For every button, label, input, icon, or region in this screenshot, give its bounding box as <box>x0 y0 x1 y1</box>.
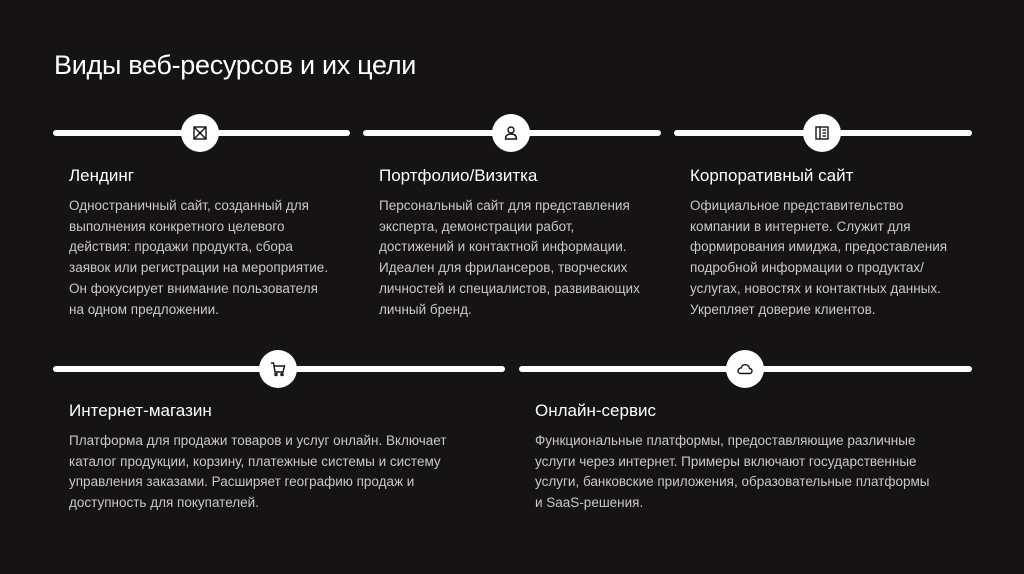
card-heading-corporate: Корпоративный сайт <box>690 166 854 185</box>
card-text-shop: Платформа для продажи товаров и услуг онлайн. Включает каталог продукции, корзину, платежные системы и систему управления заказами. Расширяет географию продаж и доступность для покупателей. <box>69 433 447 511</box>
card-heading-portfolio: Портфолио/Визитка <box>379 166 538 185</box>
cloud-icon <box>736 360 754 378</box>
cross-box-icon <box>191 124 209 142</box>
shop-icon-badge <box>259 350 297 388</box>
landing-icon-badge <box>181 114 219 152</box>
building-icon <box>813 124 831 142</box>
card-heading-shop: Интернет-магазин <box>69 401 212 420</box>
page-title: Виды веб-ресурсов и их цели <box>54 50 417 80</box>
corporate-icon-badge <box>803 114 841 152</box>
person-icon <box>502 124 520 142</box>
card-heading-landing: Лендинг <box>69 166 135 185</box>
card-heading-service: Онлайн-сервис <box>535 401 656 420</box>
card-text-portfolio: Персональный сайт для представления эксперта, демонстрации работ, достижений и контактной информации. Идеален для фрилансеров, творческих личностей и специалистов, развивающих личный бренд. <box>379 198 640 317</box>
portfolio-icon-badge <box>492 114 530 152</box>
cart-icon <box>269 360 287 378</box>
card-text-corporate: Официальное представительство компании в интернете. Служит для формирования имиджа, предоставления подробной информации о продуктах/услугах, новостях и контактных данных. Укрепляет доверие клиентов. <box>690 198 948 317</box>
card-text-service: Функциональные платформы, предоставляющие различные услуги через интернет. Примеры включают государственные услуги, банковские приложения, образовательные платформы и SaaS-решения. <box>535 433 930 511</box>
card-text-landing: Одностраничный сайт, созданный для выполнения конкретного целевого действия: продажи продукта, сбора заявок или регистрации на мероприятие. Он фокусирует внимание пользователя на одном предложении. <box>69 198 329 317</box>
service-icon-badge <box>726 350 764 388</box>
